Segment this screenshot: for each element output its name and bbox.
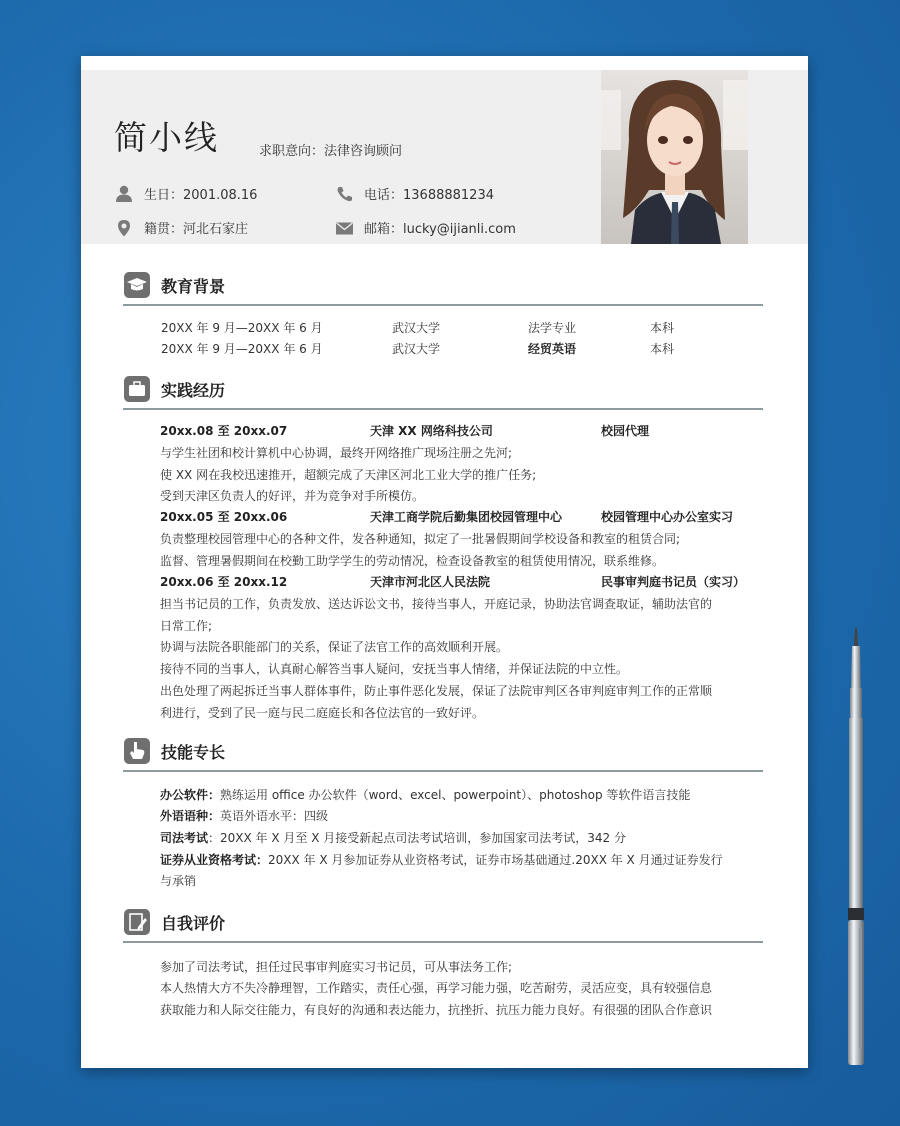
exp-1-period: 20xx.08 至 20xx.07 — [160, 424, 288, 438]
skill-text: 英语外语水平：四级 — [220, 809, 329, 823]
self-eval-section-header — [123, 907, 763, 943]
self-eval-line: 本人热情大方不失冷静理智，工作踏实，责任心强，再学习能力强，吃苦耐劳，灵活应变，具有较强信息 — [160, 981, 713, 995]
section-divider — [123, 408, 763, 410]
exp-2-line: 监督、管理暑假期间在校勤工助学学生的劳动情况，检查设备教室的租赁使用情况，联系维修。 — [160, 554, 665, 568]
exp-1-role: 校园代理 — [601, 424, 650, 438]
skill-label: 办公软件： — [160, 788, 221, 802]
skills-title: 技能专长 — [161, 743, 226, 762]
edu-period-1: 20XX 年 9 月—20XX 年 6 月 — [161, 321, 323, 335]
phone-info — [334, 184, 494, 203]
resume-page — [81, 56, 808, 1068]
skill-item — [160, 807, 328, 824]
job-intent: 求职意向：法律咨询顾问 — [259, 144, 403, 159]
envelope-icon — [334, 219, 356, 237]
skill-item — [160, 786, 690, 803]
exp-1-line: 使 XX 网在我校迅速推开，超额完成了天津区河北工业大学的推广任务; — [160, 468, 537, 482]
exp-3-line: 利进行，受到了民一庭与民二庭庭长和各位法官的一致好评。 — [160, 706, 485, 720]
skill-text: 与承销 — [160, 874, 197, 888]
edu-major-2: 经贸英语 — [528, 342, 577, 356]
skill-text: 熟练运用 office 办公软件（word、excel、powerpoint）、photoshop 等软件语言技能 — [220, 788, 691, 802]
edit-note-icon — [124, 909, 150, 935]
self-eval-line: 获取能力和人际交往能力，有良好的沟通和表达能力，抗挫折、抗压力能力良好。有很强的团队合作意识 — [160, 1003, 713, 1017]
exp-3-line: 接待不同的当事人，认真耐心解答当事人疑问，安抚当事人情绪，并保证法院的中立性。 — [160, 662, 629, 676]
phone-icon — [334, 185, 356, 203]
briefcase-icon — [124, 376, 150, 402]
exp-3-role: 民事审判庭书记员（实习） — [601, 575, 746, 589]
skills-section-header — [123, 736, 763, 772]
skill-item — [160, 851, 723, 868]
skill-text: ：20XX 年 X 月至 X 月接受新起点司法考试培训，参加国家司法考试，342 分 — [208, 831, 626, 845]
exp-2-period: 20xx.05 至 20xx.06 — [160, 510, 288, 524]
birthday-text: 生日：2001.08.16 — [144, 188, 258, 203]
skill-label: 证券从业资格考试： — [160, 853, 269, 867]
graduation-cap-icon — [124, 272, 150, 298]
exp-3-period: 20xx.06 至 20xx.12 — [160, 575, 288, 589]
skill-text: 20XX 年 X 月参加证券从业资格考试，证券市场基础通过.20XX 年 X 月通过证券发行 — [268, 853, 723, 867]
exp-1-line: 与学生社团和校计算机中心协调，最终开网络推广现场注册之先河; — [160, 446, 513, 460]
exp-1-org: 天津 XX 网络科技公司 — [370, 424, 493, 438]
exp-3-line: 协调与法院各职能部门的关系，保证了法官工作的高效顺利开展。 — [160, 640, 509, 654]
exp-3-org: 天津市河北区人民法院 — [370, 575, 491, 589]
person-icon — [114, 185, 136, 203]
candidate-name: 简小线 — [114, 118, 219, 157]
education-section-header — [123, 270, 763, 306]
exp-1-line: 受到天津区负责人的好评，并为竞争对手所模仿。 — [160, 489, 425, 503]
experience-section-header — [123, 374, 763, 410]
skill-item — [160, 829, 626, 846]
section-divider — [123, 304, 763, 306]
section-divider — [123, 770, 763, 772]
self-eval-line: 参加了司法考试，担任过民事审判庭实习书记员，可从事法务工作; — [160, 960, 513, 974]
skill-item — [160, 872, 196, 889]
edu-major-1: 法学专业 — [528, 321, 577, 335]
experience-title: 实践经历 — [161, 381, 226, 400]
skill-label: 司法考试 — [160, 831, 209, 845]
edu-school-2: 武汉大学 — [392, 342, 441, 356]
location-pin-icon — [114, 219, 136, 237]
section-divider — [123, 941, 763, 943]
exp-2-line: 负责整理校园管理中心的各种文件，发各种通知，拟定了一批暑假期间学校设备和教室的租赁合同; — [160, 532, 681, 546]
edu-period-2: 20XX 年 9 月—20XX 年 6 月 — [161, 342, 323, 356]
exp-3-line: 出色处理了两起拆迁当事人群体事件，防止事件恶化发展，保证了法院审判区各审判庭审判工作的正常顺 — [160, 684, 713, 698]
exp-2-role: 校园管理中心办公室实习 — [601, 510, 734, 524]
hand-pointer-icon — [124, 738, 150, 764]
education-title: 教育背景 — [161, 277, 226, 296]
ballpoint-pen-image — [843, 628, 869, 1073]
hometown-info — [114, 218, 248, 237]
birthday-info — [114, 184, 257, 203]
hometown-text: 籍贯：河北石家庄 — [144, 222, 249, 237]
exp-2-org: 天津工商学院后勤集团校园管理中心 — [370, 510, 563, 524]
profile-photo — [601, 70, 748, 244]
skill-label: 外语语种： — [160, 809, 221, 823]
edu-degree-1: 本科 — [650, 321, 675, 335]
edu-degree-2: 本科 — [650, 342, 675, 356]
edu-school-1: 武汉大学 — [392, 321, 441, 335]
email-text: 邮箱：lucky@ijianli.com — [364, 222, 516, 237]
exp-3-line: 日常工作; — [160, 619, 213, 633]
email-info — [334, 218, 516, 237]
exp-3-line: 担当书记员的工作，负责发放、送达诉讼文书，接待当事人，开庭记录，协助法官调查取证，辅助法官的 — [160, 597, 713, 611]
self-eval-title: 自我评价 — [161, 914, 226, 933]
phone-text: 电话：13688881234 — [364, 188, 494, 203]
